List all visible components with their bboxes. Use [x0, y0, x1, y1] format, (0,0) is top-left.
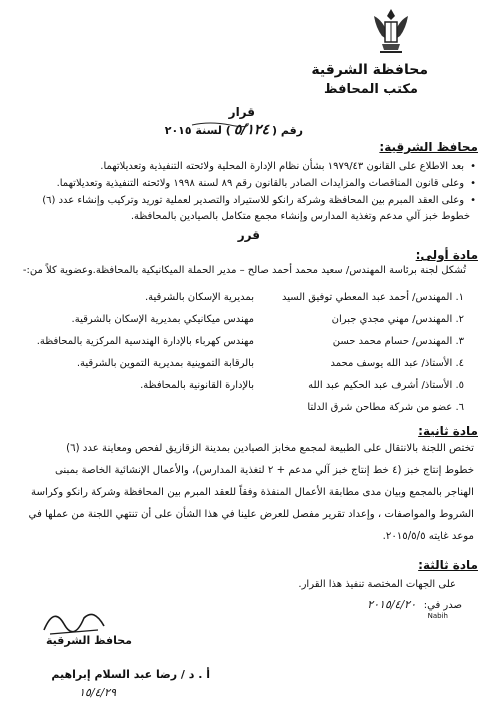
stamp-text: Nabih: [427, 612, 448, 620]
member-4-role: بالرقابة التموينية بمديرية التموين بالشرقية.: [76, 358, 254, 369]
office-title: مكتب المحافظ: [324, 82, 418, 97]
decree-number-suffix: ) لسنة ٢٠١٥: [164, 124, 231, 137]
article-2-line-5: موعد غايته ٢٠١٥/٥/٥.: [382, 531, 474, 542]
preamble-line-3: • وعلى العقد المبرم بين المحافظة وشركة رانكو للاستيراد والتصدير لعملية توريد وتركيب وإنشاء عدد (٦): [42, 195, 476, 206]
article-2-line-3: الهناجر بالمجمع وبيان مدى مطابقة الأعمال المنفذة وفقاً للعقد المبرم بين المحافظة وشركة رانكو وكراسة: [30, 487, 474, 498]
article-2-line-4: الشروط والمواصفات ، وإعداد تقرير مفصل للعرض علينا في هذا الشأن على أن تنتهي اللجنة من عملها في: [28, 509, 474, 520]
handwritten-signature: [40, 600, 110, 640]
member-4: ٤. الأستاذ/ عبد الله يوسف محمد: [330, 358, 464, 369]
member-2: ٢. المهندس/ مهني مجدي جبران: [331, 314, 464, 325]
member-1: ١. المهندس/ أحمد عبد المعطي توفيق السيد: [282, 292, 464, 303]
preamble-line-2: • وعلى قانون المناقصات والمزايدات الصادر بالقانون رقم ٨٩ لسنة ١٩٩٨ ولائحته التنفيذية وتعديلاتهما.: [57, 178, 476, 189]
member-1-role: بمديرية الإسكان بالشرقية.: [144, 292, 254, 303]
member-6: ٦. عضو من شركة مطاحن شرق الدلتا: [307, 402, 464, 413]
article-1-heading: مادة أولى:: [415, 248, 478, 262]
article-2-line-1: تختص اللجنة بالانتقال على الطبيعة لمجمع مخابز الصيادين بمدينة الزقازيق لفحص ومعاينة عدد (٦): [66, 443, 474, 454]
member-3: ٣. المهندس/ حسام محمد حسن: [332, 336, 464, 347]
decree-title: قرار: [228, 105, 255, 119]
decree-number-value: ٥/١٢٤: [233, 122, 269, 138]
signatory-name: أ . د / رضا عبد السلام إبراهيم: [51, 668, 210, 681]
signature-date: ١٥/٤/٢٩: [79, 686, 116, 699]
preamble-line-4: خطوط خبز آلي مدعم وتغذية المدارس وإنشاء مجمع متكامل بالصيادين بالمحافظة.: [130, 211, 470, 222]
member-5: ٥. الأستاذ/ أشرف عبد الحكيم عبد الله: [308, 380, 464, 391]
decree-number-prefix: رقم (: [271, 124, 303, 137]
article-3-heading: مادة ثالثة:: [418, 558, 478, 572]
signatory-title: محافظ الشرقية: [46, 634, 132, 647]
article-1-intro: تُشكل لجنة برئاسة المهندس/ سعيد محمد أحمد صالح – مدير الحملة الميكانيكية بالمحافظة.وعضوية كلاً من:-: [22, 265, 466, 276]
issued-date: ٢٠١٥/٤/٢٠: [367, 598, 416, 611]
decided-heading: قرر: [237, 228, 260, 242]
governor-heading: محافظ الشرقية:: [379, 140, 478, 154]
article-3-text: على الجهات المختصة تنفيذ هذا القرار.: [298, 579, 456, 590]
issued-label: صدر في:: [423, 600, 462, 611]
member-5-role: بالإدارة القانونية بالمحافظة.: [140, 380, 254, 391]
article-2-line-2: خطوط إنتاج خبز (٤ خط إنتاج خبز آلي مدعم + ٢ لتغذية المدارس)، والأعمال الإنشائية الخاصة بمبنى: [54, 465, 474, 476]
preamble-line-1: • بعد الاطلاع على القانون ١٩٧٩/٤٣ بشأن نظام الإدارة المحلية ولائحته التنفيذية وتعديلاتهما.: [100, 161, 476, 172]
article-2-heading: مادة ثانية:: [418, 424, 478, 438]
member-2-role: مهندس ميكانيكي بمديرية الإسكان بالشرقية.: [71, 314, 254, 325]
governorate-title: محافظة الشرقية: [311, 62, 428, 78]
member-3-role: مهندس كهرباء بالإدارة الهندسية المركزية بالمحافظة.: [36, 336, 254, 347]
egypt-eagle-emblem: [368, 6, 414, 58]
decree-number-underline: [190, 105, 250, 129]
